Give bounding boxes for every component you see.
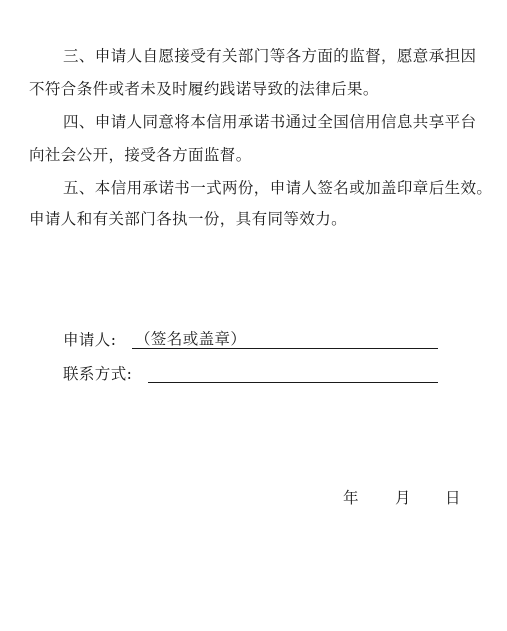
applicant-label: 申请人:	[63, 331, 117, 349]
date-month-label: 月	[395, 489, 411, 507]
clause-3-line-1: 三、申请人自愿接受有关部门等各方面的监督，愿意承担因	[63, 47, 477, 65]
clause-5-line-1: 五、本信用承诺书一式两份，申请人签名或加盖印章后生效。	[63, 179, 493, 197]
contact-underline	[148, 382, 438, 383]
clause-4-line-2: 向社会公开，接受各方面监督。	[29, 146, 252, 164]
applicant-underline	[132, 348, 438, 349]
date-day-label: 日	[445, 489, 461, 507]
applicant-signature-field[interactable]: （签名或盖章）	[135, 330, 247, 348]
clause-3-line-2: 不符合条件或者未及时履约践诺导致的法律后果。	[29, 80, 379, 98]
clause-5-line-2: 申请人和有关部门各执一份，具有同等效力。	[29, 210, 348, 228]
contact-label: 联系方式:	[63, 365, 133, 383]
clause-4-line-1: 四、申请人同意将本信用承诺书通过全国信用信息共享平台	[63, 113, 477, 131]
date-year-label: 年	[343, 489, 359, 507]
